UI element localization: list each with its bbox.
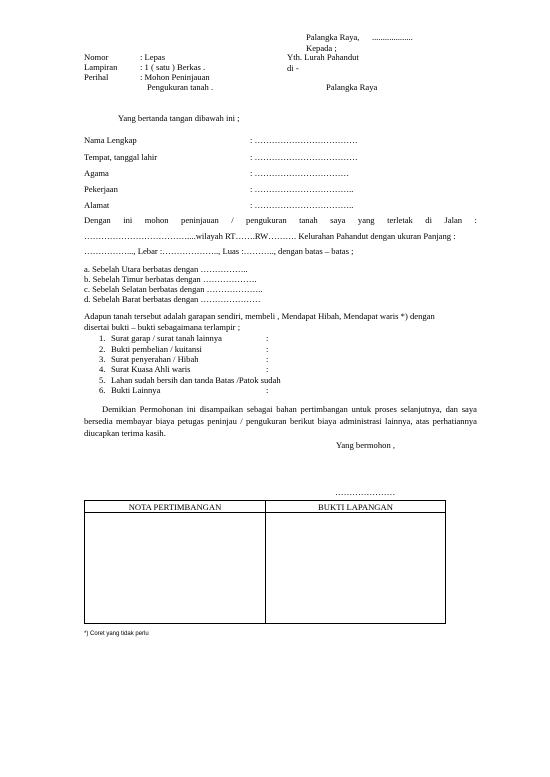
signature-label: Yang bermohon ,: [336, 440, 396, 450]
field-value: : ………………………………: [250, 152, 358, 162]
field-value: : ………………………………: [250, 135, 358, 145]
border-item: b. Sebelah Timur berbatas dengan ……………….: [84, 274, 257, 284]
border-item: d. Sebelah Barat berbatas dengan …………………: [84, 294, 261, 304]
border-item: a. Sebelah Utara berbatas dengan ……………..: [84, 264, 248, 274]
field-label: Tempat, tanggal lahir: [84, 152, 158, 162]
lampiran-label: Lampiran: [84, 62, 118, 72]
nomor-value: : Lepas: [140, 52, 166, 62]
evidence-colon: :: [266, 344, 269, 354]
intro-text: Yang bertanda tangan dibawah ini ;: [118, 113, 240, 123]
date-blank: ...................: [372, 32, 413, 42]
evidence-num: 3.: [99, 354, 106, 364]
closing-paragraph: Demikian Permohonan ini disampaikan sebagai bahan pertimbangan untuk proses selanjutnya, dan saya bersedia membayar biaya petugas peninjau / pengukuran berikut biaya administrasi lainnya, atas perhatiannya diucapkan terima kasih.: [84, 404, 477, 438]
nota-cell: [85, 513, 266, 624]
bukti-header: BUKTI LAPANGAN: [266, 501, 446, 513]
addressee: Yth. Lurah Pahandut: [287, 52, 359, 62]
evidence-colon: :: [266, 354, 269, 364]
nomor-label: Nomor: [84, 52, 109, 62]
signature-line: …………………: [335, 487, 396, 497]
place-date: Palangka Raya,: [306, 32, 360, 42]
addressee-di: di -: [287, 63, 299, 73]
evidence-num: 1.: [99, 333, 106, 343]
field-value: : ……………………………..: [250, 184, 354, 194]
field-label: Pekerjaan: [84, 184, 118, 194]
perihal-value-2: Pengukuran tanah .: [147, 82, 214, 92]
basis-line-1: Adapun tanah tersebut adalah garapan sendiri, membeli , Mendapat Hibah, Mendapat waris *) dengan: [84, 311, 435, 321]
evidence-num: 2.: [99, 344, 106, 354]
evidence-text: Bukti pembelian / kuitansi: [111, 344, 202, 354]
perihal-label: Perihal: [84, 72, 109, 82]
request-line-3: ……………..., Lebar :……………….., Luas :……….., dengan batas – batas ;: [84, 246, 354, 256]
evidence-text: Bukti Lainnya: [111, 385, 161, 395]
lampiran-value: : 1 ( satu ) Berkas .: [140, 62, 206, 72]
basis-line-2: disertai bukti – bukti sebagaimana terlampir ;: [84, 322, 241, 332]
request-line-1: Dengan ini mohon peninjauan / pengukuran tanah saya yang terletak di Jalan :: [84, 215, 477, 225]
evidence-colon: :: [266, 333, 269, 343]
field-value: : ……………………………..: [250, 200, 354, 210]
nota-table: [84, 500, 446, 624]
evidence-text: Surat garap / surat tanah lainnya: [111, 333, 222, 343]
bukti-cell: [266, 513, 446, 624]
field-label: Nama Lengkap: [84, 135, 137, 145]
evidence-num: 5.: [99, 375, 106, 385]
evidence-colon: :: [266, 364, 269, 374]
evidence-colon: :: [266, 385, 269, 395]
kepada-label: Kepada ;: [306, 43, 337, 53]
evidence-text: Surat penyerahan / Hibah: [111, 354, 199, 364]
nota-header: NOTA PERTIMBANGAN: [85, 501, 266, 513]
addressee-city: Palangka Raya: [326, 82, 378, 92]
footnote: *) Coret yang tidak perlu: [84, 631, 149, 637]
field-label: Agama: [84, 168, 109, 178]
evidence-text: Lahan sudah bersih dan tanda Batas /Patok sudah: [111, 375, 281, 385]
evidence-num: 4.: [99, 364, 106, 374]
request-line-2: ………………………………....wilayah RT…….RW………. Kelurahan Pahandut dengan ukuran Panjang :: [84, 231, 456, 241]
evidence-num: 6.: [99, 385, 106, 395]
border-item: c. Sebelah Selatan berbatas dengan ………………..: [84, 284, 263, 294]
field-value: : ……………………………: [250, 168, 350, 178]
perihal-value: : Mohon Peninjauan: [140, 72, 210, 82]
evidence-text: Surat Kuasa Ahli waris: [111, 364, 191, 374]
field-label: Alamat: [84, 200, 110, 210]
